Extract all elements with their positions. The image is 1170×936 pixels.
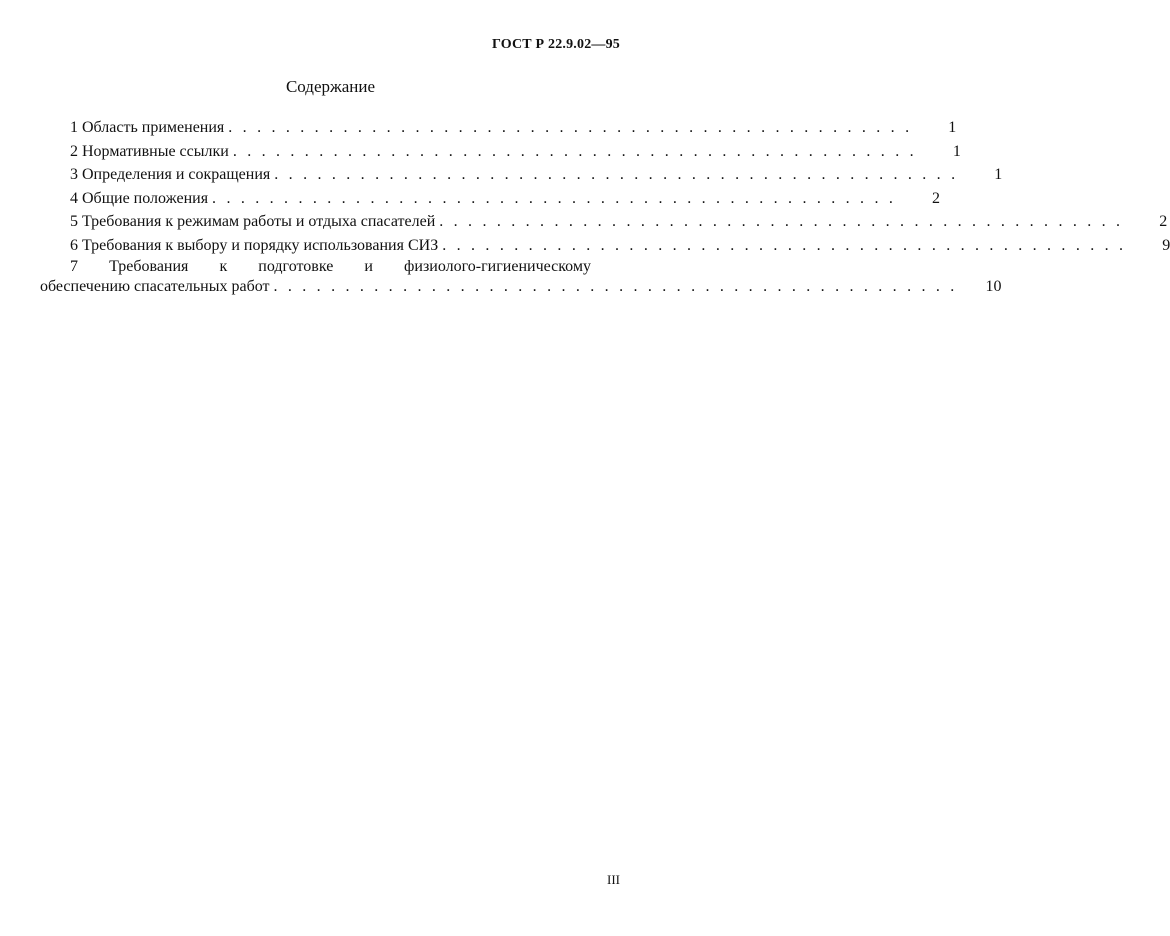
toc-entry-page: 2 <box>1159 213 1168 230</box>
toc-entry-title: 4 Общие положения <box>70 189 209 207</box>
toc-leader-dots: . . . . . . . . . . . . . . . . . . . . . . . . . . . . . . . . . . . . . . . . . . . . . . . . <box>232 142 917 160</box>
toc-entry[interactable] <box>40 163 1003 187</box>
toc-entry[interactable] <box>40 187 941 211</box>
toc-leader-dots: . . . . . . . . . . . . . . . . . . . . . . . . . . . . . . . . . . . . . . . . . . . . . . . . <box>274 166 959 183</box>
toc-title: Содержание <box>285 77 376 96</box>
toc-leader-dots: . . . . . . . . . . . . . . . . . . . . . . . . . . . . . . . . . . . . . . . . . . . . . . . . <box>442 236 1127 254</box>
toc-entry-title: 3 Определения и сокращения <box>70 166 271 183</box>
toc-entry[interactable] <box>40 210 1168 234</box>
toc-entry-title: 5 Требования к режимам работы и отдыха спасателей <box>70 213 436 230</box>
toc-entry[interactable] <box>40 234 1170 258</box>
toc-entry-title: 6 Требования к выбору и порядку использования СИЗ <box>70 236 439 254</box>
toc-entry-page: 9 <box>1162 236 1170 254</box>
toc-entry-title-line1: 7 Требования к подготовке и физиолого-гигиеническому <box>70 258 591 275</box>
toc-leader-dots: . . . . . . . . . . . . . . . . . . . . . . . . . . . . . . . . . . . . . . . . . . . . . . . . <box>273 278 958 295</box>
toc-entry[interactable] <box>40 140 961 164</box>
toc-entry-page: 1 <box>948 119 957 136</box>
toc-leader-dots: . . . . . . . . . . . . . . . . . . . . . . . . . . . . . . . . . . . . . . . . . . . . . . . . <box>212 189 897 207</box>
toc-entry-title: 1 Область применения <box>70 119 225 136</box>
toc-entry-title-line2: обеспечению спасательных работ <box>40 278 270 295</box>
toc-entry-page: 1 <box>994 166 1003 183</box>
toc-leader-dots: . . . . . . . . . . . . . . . . . . . . . . . . . . . . . . . . . . . . . . . . . . . . . . . . <box>439 213 1124 230</box>
toc-entry[interactable] <box>40 257 1002 297</box>
toc-entry-title: 2 Нормативные ссылки <box>70 142 229 160</box>
toc-leader-dots: . . . . . . . . . . . . . . . . . . . . . . . . . . . . . . . . . . . . . . . . . . . . . . . . <box>228 119 913 136</box>
page-number: III <box>607 872 620 887</box>
toc-entry-line2 <box>40 277 1002 297</box>
toc-entry-page: 10 <box>985 278 1002 295</box>
toc-entry-page: 1 <box>952 142 961 160</box>
toc-entry-page: 2 <box>932 189 941 207</box>
toc-entry[interactable] <box>40 116 957 140</box>
document-code: ГОСТ Р 22.9.02—95 <box>491 37 620 52</box>
table-of-contents <box>40 116 1170 297</box>
